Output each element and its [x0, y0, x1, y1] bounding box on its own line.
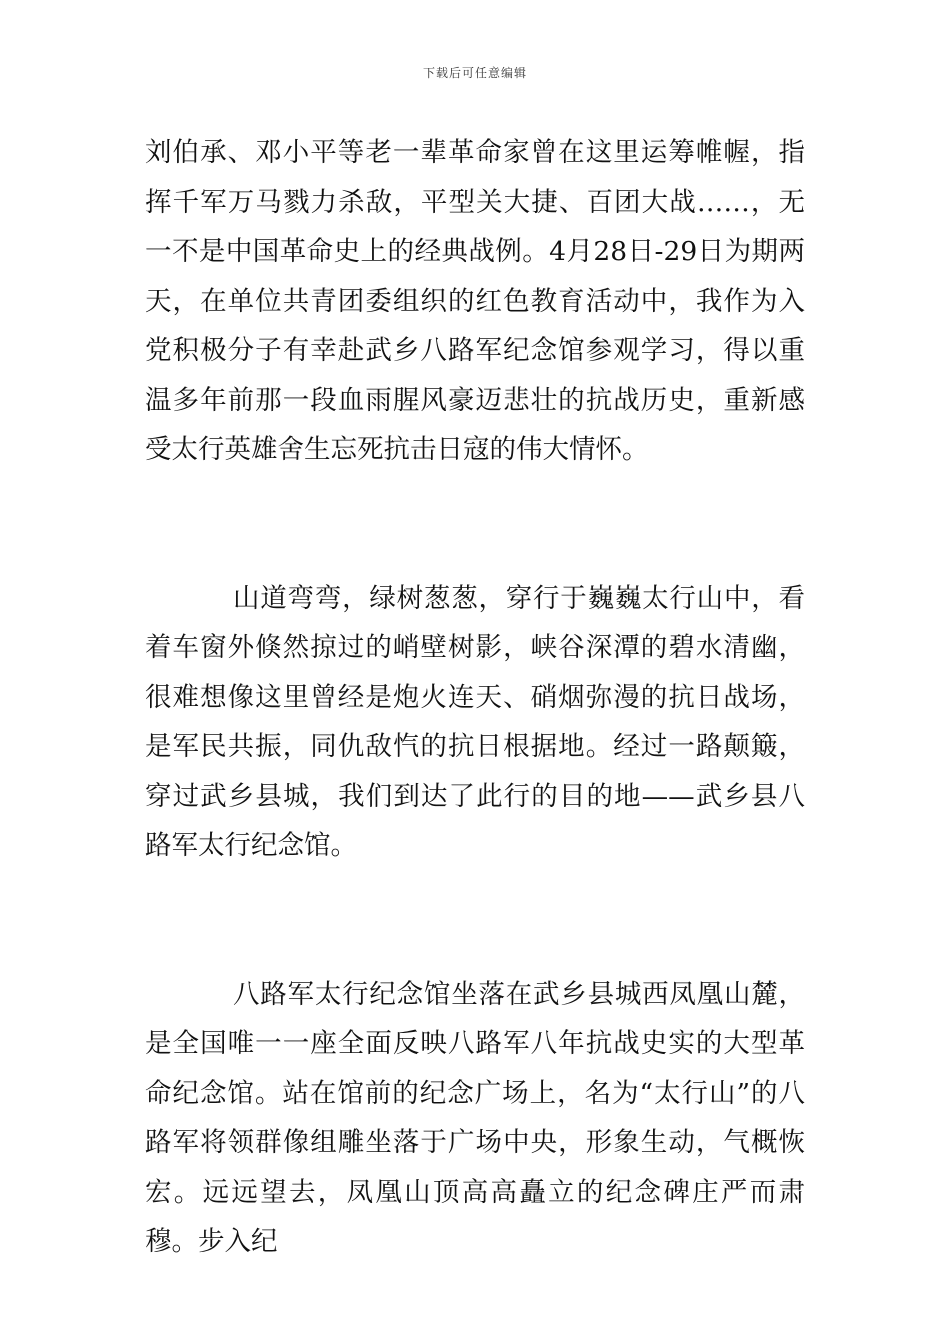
- header-note: 下载后可任意编辑: [422, 66, 527, 80]
- paragraph-1: 刘伯承、邓小平等老一辈革命家曾在这里运筹帷幄，指挥千军万马戮力杀敌，平型关大捷、百团大战……，无一不是中国革命史上的经典战例。4月28日-29日为期两天，在单位共青团委组织的红色教育活动中，我作为入党积极分子有幸赴武乡八路军纪念馆参观学习，得以重温多年前那一段血雨腥风豪迈悲壮的抗战历史，重新感受太行英雄舍生忘死抗击日寇的伟大情怀。: [145, 137, 805, 465]
- paragraph-2: 山道弯弯，绿树葱葱，穿行于巍巍太行山中，看着车窗外倏然掠过的峭壁树影，峡谷深潭的碧水清幽，很难想像这里曾经是炮火连天、硝烟弥漫的抗日战场，是军民共振，同仇敌忾的抗日根据地。经过一路颠簸，穿过武乡县城，我们到达了此行的目的地——武乡县八路军太行纪念馆。: [145, 582, 805, 861]
- paragraph-gap: [145, 871, 805, 970]
- document-body: [145, 128, 805, 1267]
- paragraph-3: 八路军太行纪念馆坐落在武乡县城西凤凰山麓，是全国唯一一座全面反映八路军八年抗战史实的大型革命纪念馆。站在馆前的纪念广场上，名为“太行山”的八路军将领群像组雕坐落于广场中央，形象生动，气概恢宏。远远望去，凤凰山顶高高矗立的纪念碑庄严而肃穆。步入纪: [145, 978, 805, 1257]
- paragraph-gap: [145, 475, 805, 574]
